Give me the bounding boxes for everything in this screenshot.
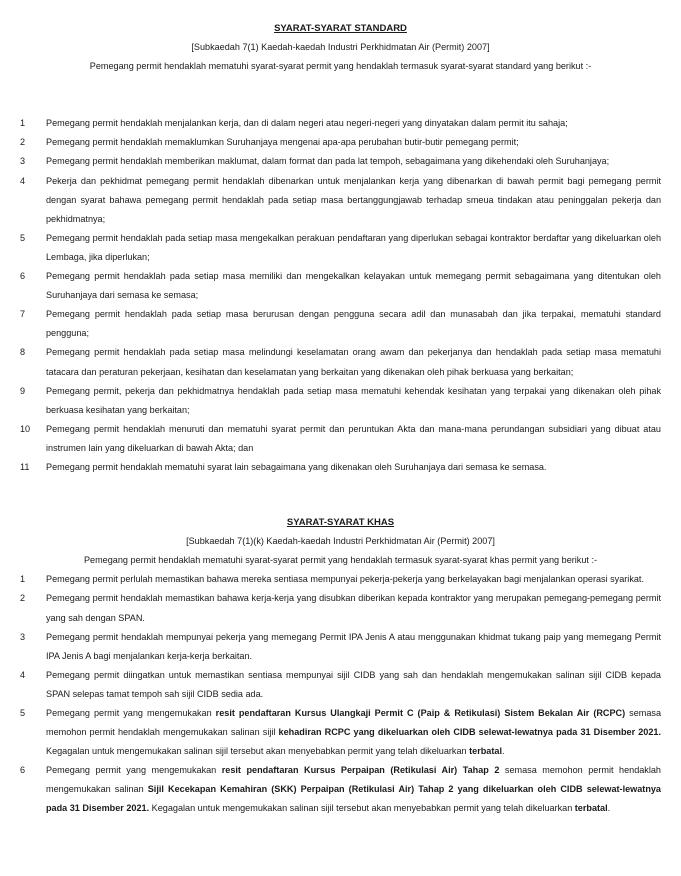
clause-number: 9 [20,385,26,396]
clause-row [20,114,661,133]
clause-text: Pemegang permit hendaklah pada setiap masa melindungi keselamatan orang awam dan pekerjanya dan hendaklah pada setiap masa mematuhi tatacara dan peraturan pekerjaan, kesihatan dan keselamatan yang berkaitan yang dikenakan oleh pihak berkuasa yang berkaitan; [46,347,661,377]
clause-text: Pemegang permit hendaklah pada setiap masa mengekalkan perakuan pendaftaran yang diperlukan sebagai kontraktor berdaftar yang dikeluarkan oleh Lembaga, jika diperlukan; [46,232,661,262]
clause-row [20,570,661,589]
clause-row [20,382,661,420]
standard-conditions-section [20,19,661,477]
clause-row [20,305,661,343]
special-conditions-section [20,513,661,819]
clause-number: 3 [20,156,26,167]
clause-row [20,229,661,267]
clause-text: Pemegang permit hendaklah memberikan maklumat, dalam format dan pada lat tempoh, sebagaimana yang dikehendaki oleh Suruhanjaya; [46,156,610,167]
clause-row [20,589,661,627]
standard-section-title: SYARAT-SYARAT STANDARD [274,23,407,34]
clause-number: 5 [20,232,26,243]
clause-text: Pemegang permit, pekerja dan pekhidmatnya hendaklah pada setiap masa mematuhi kehendak kesihatan yang terpakai yang dikenakan oleh pihak berkuasa kesihatan yang berkaitan; [46,385,661,415]
clause-number: 10 [20,423,31,434]
clause-text: Pemegang permit hendaklah memastikan bahawa kerja-kerja yang disubkan diberikan kepada kontraktor yang merupakan pemegang-pemegang permit yang sah dengan SPAN. [46,593,661,623]
clause-text: Pemegang permit hendaklah memaklumkan Suruhanjaya mengenai apa-apa perubahan butir-butir pemegang permit; [46,137,519,148]
standard-section-intro: Pemegang permit hendaklah mematuhi syarat-syarat permit yang hendaklah termasuk syarat-syarat standard yang berikut :- [89,61,592,72]
clause-text: Pemegang permit hendaklah mematuhi syarat lain sebagaimana yang dikenakan oleh Suruhanjaya dari semasa ke semasa. [46,461,547,472]
clause-text: Pekerja dan pekhidmat pemegang permit hendaklah dibenarkan untuk menjalankan kerja yang dibenarkan di bawah permit bagi pemegang permit dengan syarat bahawa pemegang permit hendaklah pada setiap masa bertanggungjawab terhadap smeua tindakan atau peninggalan pekerja dan pekhidmatnya; [46,175,661,224]
clause-number: 3 [20,631,26,642]
clause-number: 8 [20,347,26,358]
clause-number: 1 [20,574,26,585]
clause-row [20,133,661,152]
clause-text: Pemegang permit hendaklah mempunyai pekerja yang memegang Permit IPA Jenis A atau menggunakan khidmat tukang paip yang memegang Permit IPA Jenis A bagi menjalankan kerja-kerja berkaitan. [46,631,661,661]
special-section-intro: Pemegang permit hendaklah mematuhi syarat-syarat permit yang hendaklah termasuk syarat-syarat khas permit yang berikut :- [83,555,598,566]
clause-text: Pemegang permit diingatkan untuk memastikan sentiasa mempunyai sijil CIDB yang sah dan hendaklah mengemukakan salinan sijil CIDB kepada SPAN selepas tamat tempoh sah sijil CIDB sedia ada. [46,669,661,699]
clause-number: 1 [20,118,26,129]
clause-text: Pemegang permit perlulah memastikan bahawa mereka sentiasa mempunyai pekerja-pekerja yang berkelayakan bagi menjalankan operasi syarikat. [46,574,644,585]
clause-text: Pemegang permit hendaklah menjalankan kerja, dan di dalam negeri atau negeri-negeri yang dinyatakan dalam permit itu sahaja; [46,118,568,129]
clause-number: 4 [20,175,26,186]
clause-text: Pemegang permit yang mengemukakan resit pendaftaran Kursus Perpaipan (Retikulasi Air) Tahap 2 semasa memohon permit hendaklah mengemukakan salinan Sijil Kecekapan Kemahiran (SKK) Perpaipan (Retikulasi Air) Tahap 2 yang dikeluarkan oleh CIDB selewat-lewatnya pada 31 Disember 2021. Kegagalan untuk mengemukakan salinan sijil tersebut akan menyebabkan permit yang telah dikeluarkan terbatal. [46,765,661,814]
standard-clause-list [20,114,661,477]
clause-row [20,172,661,229]
clause-row [20,458,661,477]
clause-number: 6 [20,765,26,776]
standard-section-subtitle: [Subkaedah 7(1) Kaedah-kaedah Industri Perkhidmatan Air (Permit) 2007] [191,42,490,53]
clause-text: Pemegang permit yang mengemukakan resit pendaftaran Kursus Ulangkaji Permit C (Paip & Retikulasi) Sistem Bekalan Air (RCPC) semasa memohon permit hendaklah mengemukakan salinan sijil kehadiran RCPC yang dikeluarkan oleh CIDB selewat-lewatnya pada 31 Disember 2021. Kegagalan untuk mengemukakan salinan sijil tersebut akan menyebabkan permit yang telah dikeluarkan terbatal. [46,708,661,757]
clause-row [20,761,661,818]
clause-text: Pemegang permit hendaklah menuruti dan mematuhi syarat permit dan peruntukan Akta dan mana-mana perundangan subsidiari yang dibuat atau instrumen lain yang dikeluarkan di bawah Akta; dan [46,423,661,453]
clause-row [20,420,661,458]
clause-number: 7 [20,309,26,320]
clause-text: Pemegang permit hendaklah pada setiap masa berurusan dengan pengguna secara adil dan munasabah dan jika terpakai, mematuhi standard pengguna; [46,309,661,339]
clause-row [20,628,661,666]
clause-number: 5 [20,708,26,718]
clause-text: Pemegang permit hendaklah pada setiap masa memiliki dan mengekalkan kelayakan untuk memegang permit sebagaimana yang ditentukan oleh Suruhanjaya dari semasa ke semasa; [46,271,661,301]
clause-row [20,704,661,761]
clause-number: 11 [20,461,30,472]
clause-row [20,343,661,381]
clause-row [20,152,661,171]
clause-number: 4 [20,669,26,680]
special-section-title: SYARAT-SYARAT KHAS [286,517,395,529]
clause-row [20,267,661,305]
special-clause-list [20,570,661,818]
clause-number: 6 [20,271,26,282]
clause-row [20,666,661,704]
clause-number: 2 [20,137,26,148]
special-section-subtitle: [Subkaedah 7(1)(k) Kaedah-kaedah Industri Perkhidmatan Air (Permit) 2007] [186,536,495,547]
clause-number: 2 [20,593,26,604]
